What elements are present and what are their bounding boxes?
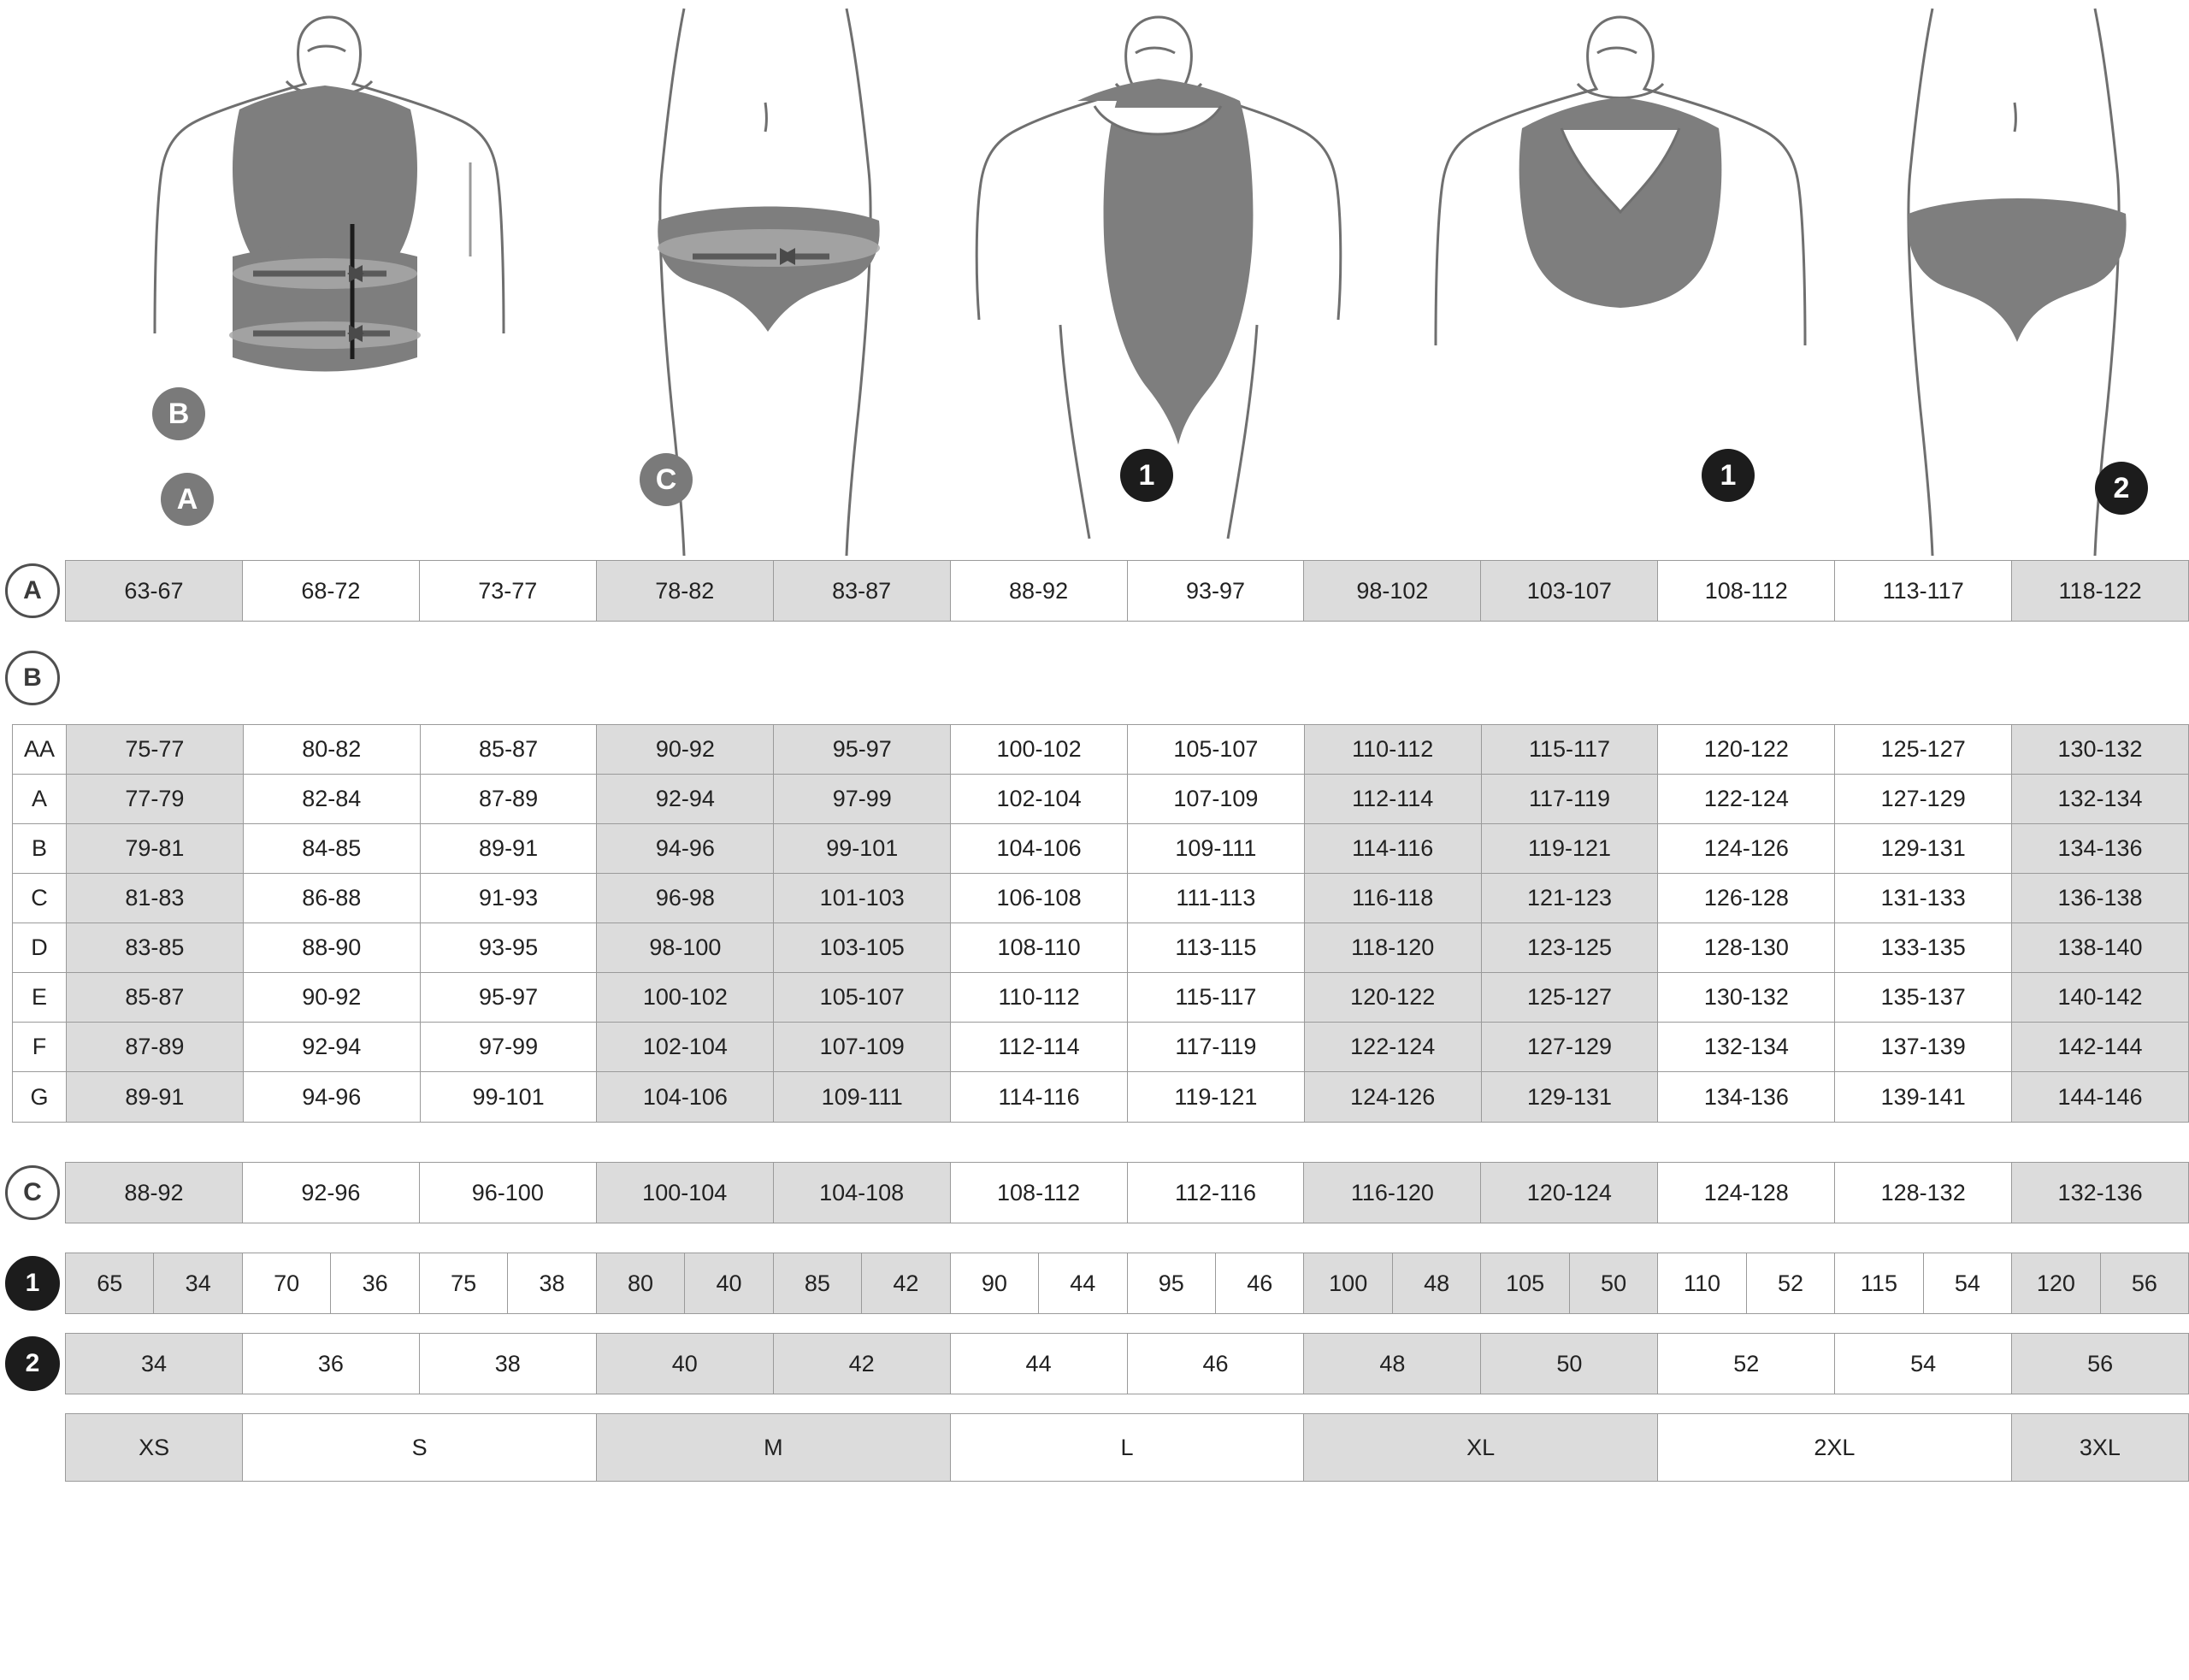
row-C-cell: 100-104 (597, 1163, 774, 1223)
row-sizes (0, 1413, 2189, 1482)
row-C-cell: 112-116 (1128, 1163, 1305, 1223)
figure-badge-C: C (640, 453, 693, 506)
cup-cell: 92-94 (244, 1023, 421, 1072)
cup-cell: 129-131 (1482, 1072, 1659, 1122)
row-2-cell: 36 (243, 1334, 420, 1394)
row-A-cell: 113-117 (1835, 561, 2012, 621)
cup-cell: 116-118 (1305, 874, 1482, 923)
row-2 (0, 1333, 2189, 1394)
band-eu-cell: 65 (66, 1253, 154, 1313)
row-2-label-wrap (0, 1333, 65, 1394)
band-eu-cell: 90 (951, 1253, 1039, 1313)
cup-cell: 96-98 (597, 874, 774, 923)
cup-cell: 110-112 (1305, 725, 1482, 775)
cup-row (13, 725, 2188, 775)
cup-row (13, 1023, 2188, 1072)
cup-cell: 114-116 (951, 1072, 1128, 1122)
cup-cell: 111-113 (1128, 874, 1305, 923)
cup-cell: 136-138 (2012, 874, 2188, 923)
row-A-label-wrap (0, 560, 65, 622)
cup-cell: 107-109 (1128, 775, 1305, 824)
row-C (0, 1162, 2189, 1223)
row-1 (0, 1253, 2189, 1314)
row-C-cells (65, 1162, 2189, 1223)
band-alt-cell: 38 (539, 1270, 565, 1296)
row-2-cell: 34 (66, 1334, 243, 1394)
cup-cell: 87-89 (421, 775, 598, 824)
row-2-cell: 54 (1835, 1334, 2012, 1394)
row-A-cell: 83-87 (774, 561, 951, 621)
cup-cell: 75-77 (67, 725, 244, 775)
band-eu-cell: 100 (1304, 1253, 1392, 1313)
cup-cell: 112-114 (951, 1023, 1128, 1072)
cup-cell: 106-108 (951, 874, 1128, 923)
band-eu-cell: 75 (420, 1253, 508, 1313)
cup-cell: 85-87 (67, 973, 244, 1023)
cup-cell: 93-95 (421, 923, 598, 973)
band-size-pair (1835, 1253, 2012, 1313)
row-2-cell: 38 (420, 1334, 597, 1394)
row-A-cell: 88-92 (951, 561, 1128, 621)
row-1-badge: 1 (5, 1256, 60, 1311)
cup-cell: 86-88 (244, 874, 421, 923)
cup-cell: 122-124 (1305, 1023, 1482, 1072)
cup-row (13, 923, 2188, 973)
band-alt-cell: 56 (2101, 1253, 2188, 1313)
cup-cell: 104-106 (597, 1072, 774, 1122)
cup-cell: 98-100 (597, 923, 774, 973)
row-A-cell: 78-82 (597, 561, 774, 621)
row-C-cell: 132-136 (2012, 1163, 2188, 1223)
cup-row (13, 824, 2188, 874)
figure-badge-2: 2 (2095, 462, 2148, 515)
letter-size-cell: L (951, 1414, 1305, 1481)
cup-label: D (13, 923, 67, 973)
cup-cell: 121-123 (1482, 874, 1659, 923)
letter-size-cell: XL (1304, 1414, 1658, 1481)
cup-cell: 99-101 (421, 1072, 598, 1122)
cup-cell: 81-83 (67, 874, 244, 923)
figure-badge-A: A (161, 473, 214, 526)
cup-cell: 100-102 (951, 725, 1128, 775)
cup-label: C (13, 874, 67, 923)
measurement-tables (0, 560, 2189, 1482)
cup-cell: 124-126 (1658, 824, 1835, 874)
row-A-cell: 98-102 (1304, 561, 1481, 621)
cup-cell: 109-111 (1128, 824, 1305, 874)
letter-size-cell: XS (66, 1414, 243, 1481)
row-A-badge: A (5, 563, 60, 618)
band-size-pair (2012, 1253, 2188, 1313)
row-C-label-wrap (0, 1162, 65, 1223)
row-A-cell: 63-67 (66, 561, 243, 621)
cup-cell: 144-146 (2012, 1072, 2188, 1122)
row-C-cell: 104-108 (774, 1163, 951, 1223)
row-A-cell: 103-107 (1481, 561, 1658, 621)
band-alt-cell: 42 (862, 1253, 949, 1313)
cup-cell: 133-135 (1835, 923, 2012, 973)
row-2-cell: 48 (1304, 1334, 1481, 1394)
row-C-cell: 96-100 (420, 1163, 597, 1223)
cup-cell: 125-127 (1482, 973, 1659, 1023)
row-2-cell: 46 (1128, 1334, 1305, 1394)
cup-cell: 128-130 (1658, 923, 1835, 973)
band-size-pair (420, 1253, 597, 1313)
row-B-table-row (0, 724, 2189, 1123)
cup-cell: 127-129 (1482, 1023, 1659, 1072)
cup-label: A (13, 775, 67, 824)
cup-cell: 85-87 (421, 725, 598, 775)
cup-cell: 117-119 (1482, 775, 1659, 824)
cup-cell: 120-122 (1305, 973, 1482, 1023)
cup-label: G (13, 1072, 67, 1122)
cup-row (13, 1072, 2188, 1122)
row-2-badge: 2 (5, 1336, 60, 1391)
cup-cell: 105-107 (774, 973, 951, 1023)
cup-cell: 79-81 (67, 824, 244, 874)
cup-cell: 123-125 (1482, 923, 1659, 973)
band-eu-cell: 80 (597, 1253, 685, 1313)
cup-label: F (13, 1023, 67, 1072)
band-eu-cell: 110 (1658, 1253, 1746, 1313)
band-size-pair (1658, 1253, 1835, 1313)
cup-cell: 108-110 (951, 923, 1128, 973)
row-2-cell: 42 (774, 1334, 951, 1394)
letter-size-cell: M (597, 1414, 951, 1481)
cup-cell: 140-142 (2012, 973, 2188, 1023)
band-size-pair (774, 1253, 951, 1313)
cup-cell: 130-132 (2012, 725, 2188, 775)
cup-cell: 90-92 (597, 725, 774, 775)
cup-cell: 114-116 (1305, 824, 1482, 874)
illustration-strip (0, 0, 2189, 560)
cup-cell: 105-107 (1128, 725, 1305, 775)
row-2-cell: 44 (951, 1334, 1128, 1394)
letter-size-cell: 2XL (1658, 1414, 2012, 1481)
cup-cell: 135-137 (1835, 973, 2012, 1023)
cup-cell: 82-84 (244, 775, 421, 824)
cup-row (13, 973, 2188, 1023)
row-A-cell: 73-77 (420, 561, 597, 621)
band-size-pair (1304, 1253, 1481, 1313)
row-C-cell: 120-124 (1481, 1163, 1658, 1223)
cup-cell: 102-104 (597, 1023, 774, 1072)
cup-cell: 107-109 (774, 1023, 951, 1072)
cup-cell: 88-90 (244, 923, 421, 973)
cup-label: AA (13, 725, 67, 775)
cup-cell: 119-121 (1482, 824, 1659, 874)
row-B-label-wrap (0, 651, 65, 705)
cup-cell: 89-91 (421, 824, 598, 874)
band-eu-cell: 105 (1481, 1253, 1569, 1313)
cup-cell: 142-144 (2012, 1023, 2188, 1072)
band-alt-cell: 40 (685, 1253, 772, 1313)
cup-cell: 101-103 (774, 874, 951, 923)
cup-cell: 87-89 (67, 1023, 244, 1072)
cup-cell: 95-97 (421, 973, 598, 1023)
figure-badge-B: B (152, 387, 205, 440)
cup-cell: 92-94 (597, 775, 774, 824)
band-size-pair (1128, 1253, 1305, 1313)
band-alt-cell: 54 (1954, 1270, 1980, 1296)
cup-cell: 97-99 (421, 1023, 598, 1072)
band-size-pair (243, 1253, 420, 1313)
figure-badge-1b: 1 (1702, 449, 1755, 502)
cup-label: B (13, 824, 67, 874)
cup-cell: 117-119 (1128, 1023, 1305, 1072)
row-B-badge: B (5, 651, 60, 705)
row-1-label-wrap (0, 1253, 65, 1314)
band-alt-cell: 50 (1570, 1253, 1657, 1313)
cup-cell: 112-114 (1305, 775, 1482, 824)
row-C-cell: 92-96 (243, 1163, 420, 1223)
band-alt-cell: 34 (154, 1253, 241, 1313)
cup-cell: 131-133 (1835, 874, 2012, 923)
cup-cell: 124-126 (1305, 1072, 1482, 1122)
figure-badge-1a: 1 (1120, 449, 1173, 502)
cup-cell: 115-117 (1128, 973, 1305, 1023)
row-C-badge: C (5, 1165, 60, 1220)
cup-cell: 129-131 (1835, 824, 2012, 874)
cup-cell: 138-140 (2012, 923, 2188, 973)
cup-cell: 83-85 (67, 923, 244, 973)
cup-cell: 110-112 (951, 973, 1128, 1023)
row-C-cell: 116-120 (1304, 1163, 1481, 1223)
row-A-cell: 108-112 (1658, 561, 1835, 621)
row-A-cell: 118-122 (2012, 561, 2188, 621)
cup-cell: 139-141 (1835, 1072, 2012, 1122)
band-size-pair (66, 1253, 243, 1313)
cup-cell: 127-129 (1835, 775, 2012, 824)
cup-cell: 103-105 (774, 923, 951, 973)
row-C-cell: 124-128 (1658, 1163, 1835, 1223)
row-2-cells (65, 1333, 2189, 1394)
row-2-cell: 52 (1658, 1334, 1835, 1394)
cup-cell: 91-93 (421, 874, 598, 923)
cup-cell: 90-92 (244, 973, 421, 1023)
letter-size-cells (65, 1413, 2189, 1482)
row-sizes-label-wrap (0, 1413, 65, 1482)
band-eu-cell: 70 (243, 1253, 331, 1313)
row-A-cell: 68-72 (243, 561, 420, 621)
band-eu-cell: 95 (1128, 1253, 1216, 1313)
cup-cell: 100-102 (597, 973, 774, 1023)
row-2-cell: 50 (1481, 1334, 1658, 1394)
cup-cell: 97-99 (774, 775, 951, 824)
band-alt-cell: 52 (1777, 1270, 1804, 1296)
cup-cell: 94-96 (244, 1072, 421, 1122)
cup-label: E (13, 973, 67, 1023)
cup-cell: 95-97 (774, 725, 951, 775)
row-A-cells (65, 560, 2189, 622)
cup-cell: 99-101 (774, 824, 951, 874)
band-alt-cell: 36 (362, 1270, 388, 1296)
row-B-spacer (0, 724, 12, 1123)
cup-cell: 77-79 (67, 775, 244, 824)
cup-cell: 104-106 (951, 824, 1128, 874)
cup-cell: 119-121 (1128, 1072, 1305, 1122)
letter-size-cell: 3XL (2012, 1414, 2188, 1481)
cup-cell: 84-85 (244, 824, 421, 874)
band-eu-cell: 85 (774, 1253, 862, 1313)
cup-cell: 132-134 (1658, 1023, 1835, 1072)
cup-cell: 102-104 (951, 775, 1128, 824)
cup-cell: 125-127 (1835, 725, 2012, 775)
cup-size-table (12, 724, 2189, 1123)
cup-cell: 118-120 (1305, 923, 1482, 973)
letter-size-cell: S (243, 1414, 597, 1481)
cup-cell: 137-139 (1835, 1023, 2012, 1072)
band-alt-cell: 46 (1247, 1270, 1273, 1296)
cup-cell: 134-136 (1658, 1072, 1835, 1122)
cup-cell: 115-117 (1482, 725, 1659, 775)
band-alt-cell: 44 (1070, 1270, 1096, 1296)
cup-cell: 94-96 (597, 824, 774, 874)
cup-cell: 113-115 (1128, 923, 1305, 973)
band-size-pair (951, 1253, 1128, 1313)
cup-cell: 80-82 (244, 725, 421, 775)
cup-row (13, 874, 2188, 923)
bra-top-figure (1419, 0, 1821, 560)
band-size-pair (597, 1253, 774, 1313)
cup-cell: 122-124 (1658, 775, 1835, 824)
row-2-cell: 56 (2012, 1334, 2188, 1394)
row-2-cell: 40 (597, 1334, 774, 1394)
cup-row (13, 775, 2188, 824)
row-B-label-row (0, 651, 2189, 705)
row-A-cell: 93-97 (1128, 561, 1305, 621)
row-C-cell: 88-92 (66, 1163, 243, 1223)
cup-cell: 120-122 (1658, 725, 1835, 775)
bust-waist-figure (103, 0, 547, 560)
band-size-pair (1481, 1253, 1658, 1313)
row-C-cell: 128-132 (1835, 1163, 2012, 1223)
band-eu-cell: 115 (1835, 1253, 1923, 1313)
cup-cell: 130-132 (1658, 973, 1835, 1023)
row-1-cells (65, 1253, 2189, 1314)
cup-cell: 89-91 (67, 1072, 244, 1122)
cup-cell: 126-128 (1658, 874, 1835, 923)
row-C-cell: 108-112 (951, 1163, 1128, 1223)
cup-cell: 134-136 (2012, 824, 2188, 874)
band-eu-cell: 120 (2012, 1253, 2100, 1313)
cup-cell: 109-111 (774, 1072, 951, 1122)
row-A (0, 560, 2189, 622)
cup-cell: 132-134 (2012, 775, 2188, 824)
band-alt-cell: 48 (1393, 1253, 1480, 1313)
